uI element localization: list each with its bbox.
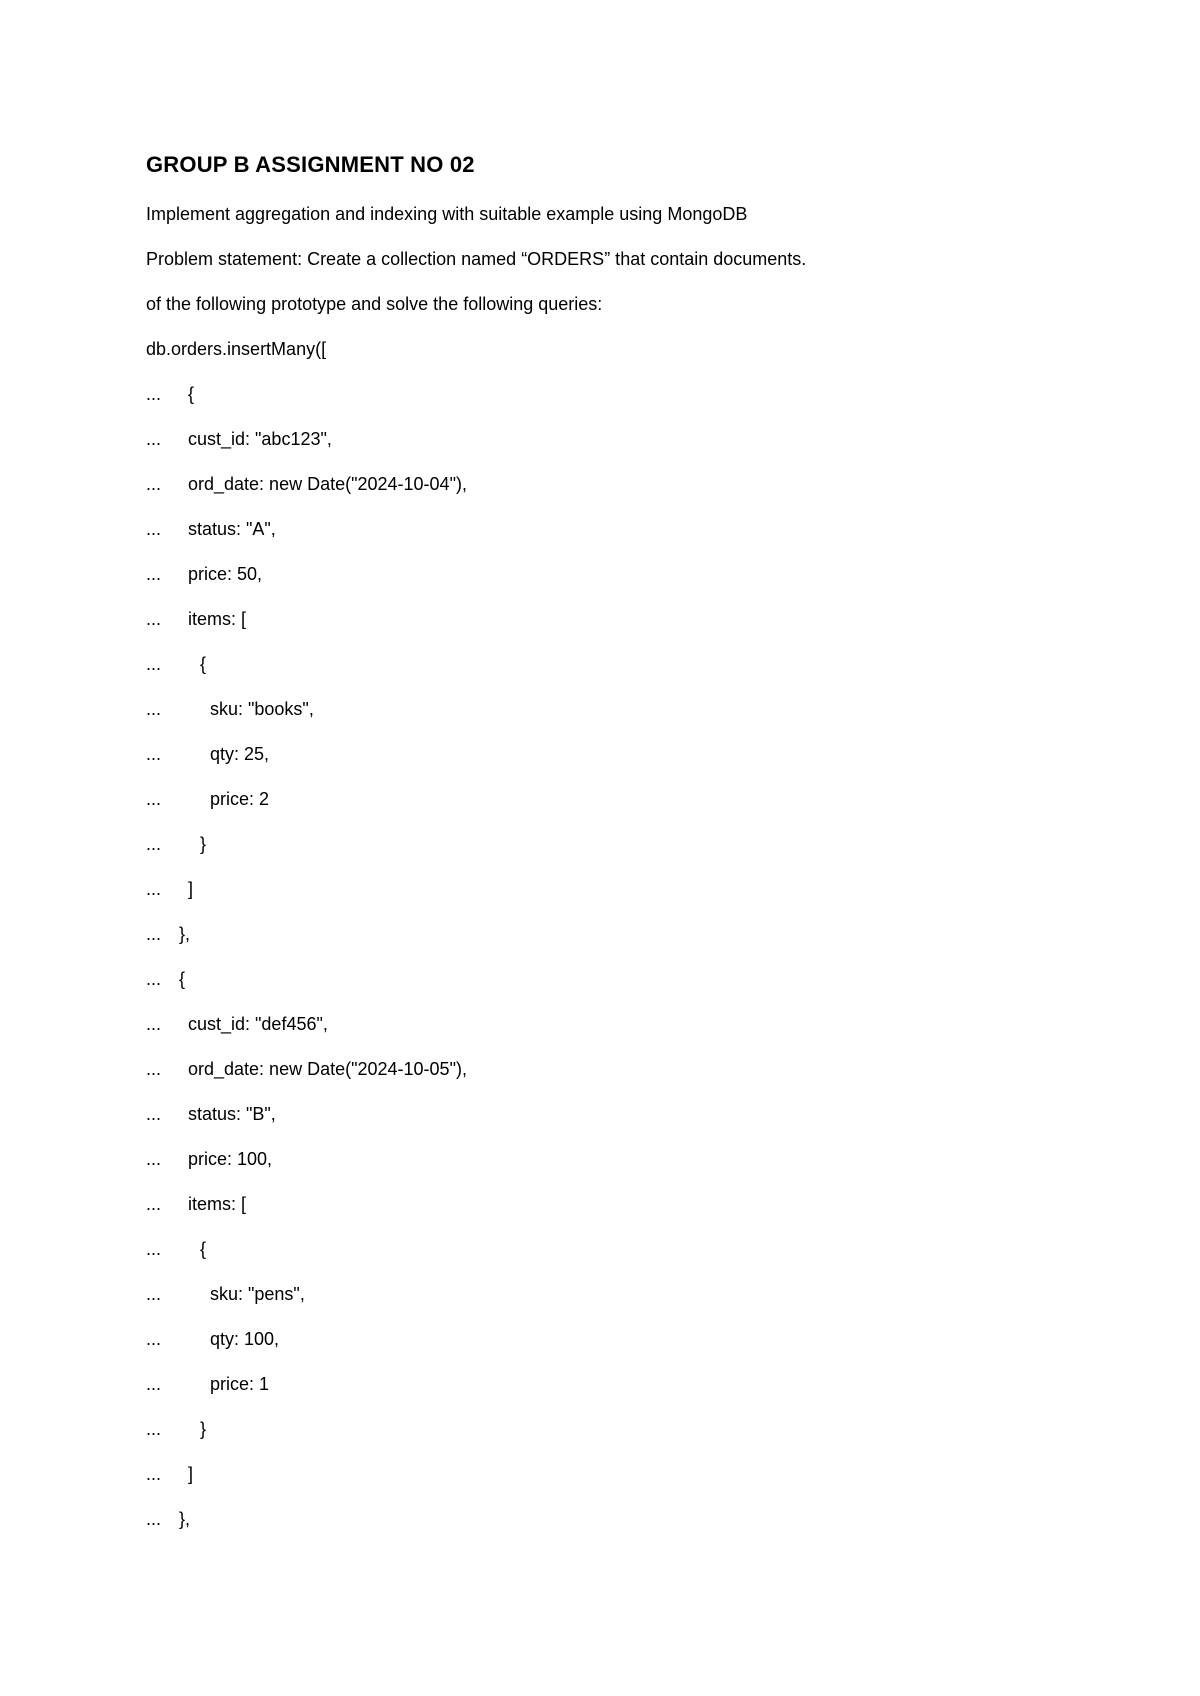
code-line	[146, 1057, 467, 1081]
continuation-prefix: ...	[146, 1374, 162, 1394]
code-text: },	[179, 1509, 191, 1529]
prototype-text: of the following prototype and solve the following queries:	[146, 294, 603, 314]
continuation-prefix: ...	[146, 879, 162, 899]
continuation-prefix: ...	[146, 1014, 162, 1034]
code-text: cust_id: "abc123",	[188, 429, 332, 449]
code-text: price: 50,	[188, 564, 263, 584]
code-line	[146, 1237, 206, 1261]
code-line	[146, 697, 314, 721]
code-text: {	[200, 1239, 207, 1259]
code-line	[146, 922, 190, 946]
continuation-prefix: ...	[146, 609, 162, 629]
code-line	[146, 427, 332, 451]
continuation-prefix: ...	[146, 1149, 162, 1169]
code-text: cust_id: "def456",	[188, 1014, 328, 1034]
code-text: sku: "pens",	[210, 1284, 305, 1304]
code-line	[146, 1327, 279, 1351]
code-text: price: 100,	[188, 1149, 273, 1169]
continuation-prefix: ...	[146, 699, 162, 719]
continuation-prefix: ...	[146, 1419, 162, 1439]
code-line	[146, 607, 246, 631]
code-text: }	[200, 834, 207, 854]
code-text: ord_date: new Date("2024-10-04"),	[188, 474, 467, 494]
code-text: {	[200, 654, 207, 674]
code-line	[146, 787, 269, 811]
continuation-prefix: ...	[146, 1509, 162, 1529]
code-text: },	[179, 924, 191, 944]
code-text: {	[188, 384, 195, 404]
continuation-prefix: ...	[146, 1104, 162, 1124]
code-line	[146, 967, 185, 991]
code-text: }	[200, 1419, 207, 1439]
code-text: price: 1	[210, 1374, 270, 1394]
continuation-prefix: ...	[146, 969, 162, 989]
code-text: items: [	[188, 1194, 247, 1214]
code-text: status: "B",	[188, 1104, 276, 1124]
code-text: ]	[188, 1464, 194, 1484]
code-text: ord_date: new Date("2024-10-05"),	[188, 1059, 467, 1079]
continuation-prefix: ...	[146, 654, 162, 674]
code-text: {	[179, 969, 186, 989]
code-line	[146, 562, 262, 586]
code-text: price: 2	[210, 789, 270, 809]
problem-statement: Problem statement: Create a collection named “ORDERS” that contain documents.	[146, 249, 807, 269]
code-line	[146, 877, 193, 901]
code-text: sku: "books",	[210, 699, 314, 719]
continuation-prefix: ...	[146, 789, 162, 809]
continuation-prefix: ...	[146, 1329, 162, 1349]
continuation-prefix: ...	[146, 429, 162, 449]
continuation-prefix: ...	[146, 564, 162, 584]
code-line	[146, 1462, 193, 1486]
code-text: items: [	[188, 609, 247, 629]
code-line	[146, 1507, 190, 1531]
continuation-prefix: ...	[146, 384, 162, 404]
code-line	[146, 472, 467, 496]
code-line	[146, 382, 194, 406]
code-line	[146, 1192, 246, 1216]
code-line	[146, 1282, 305, 1306]
code-line	[146, 517, 276, 541]
assignment-title: GROUP B ASSIGNMENT NO 02	[146, 152, 475, 177]
continuation-prefix: ...	[146, 744, 162, 764]
code-line	[146, 1012, 328, 1036]
code-line	[146, 652, 206, 676]
code-line	[146, 832, 206, 856]
continuation-prefix: ...	[146, 1284, 162, 1304]
code-line	[146, 742, 269, 766]
continuation-prefix: ...	[146, 1239, 162, 1259]
code-text: qty: 100,	[210, 1329, 280, 1349]
code-line	[146, 1147, 272, 1171]
continuation-prefix: ...	[146, 474, 162, 494]
code-text: status: "A",	[188, 519, 276, 539]
continuation-prefix: ...	[146, 1194, 162, 1214]
code-text: ]	[188, 879, 194, 899]
continuation-prefix: ...	[146, 519, 162, 539]
continuation-prefix: ...	[146, 1464, 162, 1484]
intro-text: Implement aggregation and indexing with suitable example using MongoDB	[146, 204, 748, 224]
code-text: qty: 25,	[210, 744, 270, 764]
continuation-prefix: ...	[146, 924, 162, 944]
continuation-prefix: ...	[146, 1059, 162, 1079]
insert-call: db.orders.insertMany([	[146, 339, 327, 359]
code-line	[146, 1417, 206, 1441]
code-line	[146, 1372, 269, 1396]
continuation-prefix: ...	[146, 834, 162, 854]
code-line	[146, 1102, 276, 1126]
